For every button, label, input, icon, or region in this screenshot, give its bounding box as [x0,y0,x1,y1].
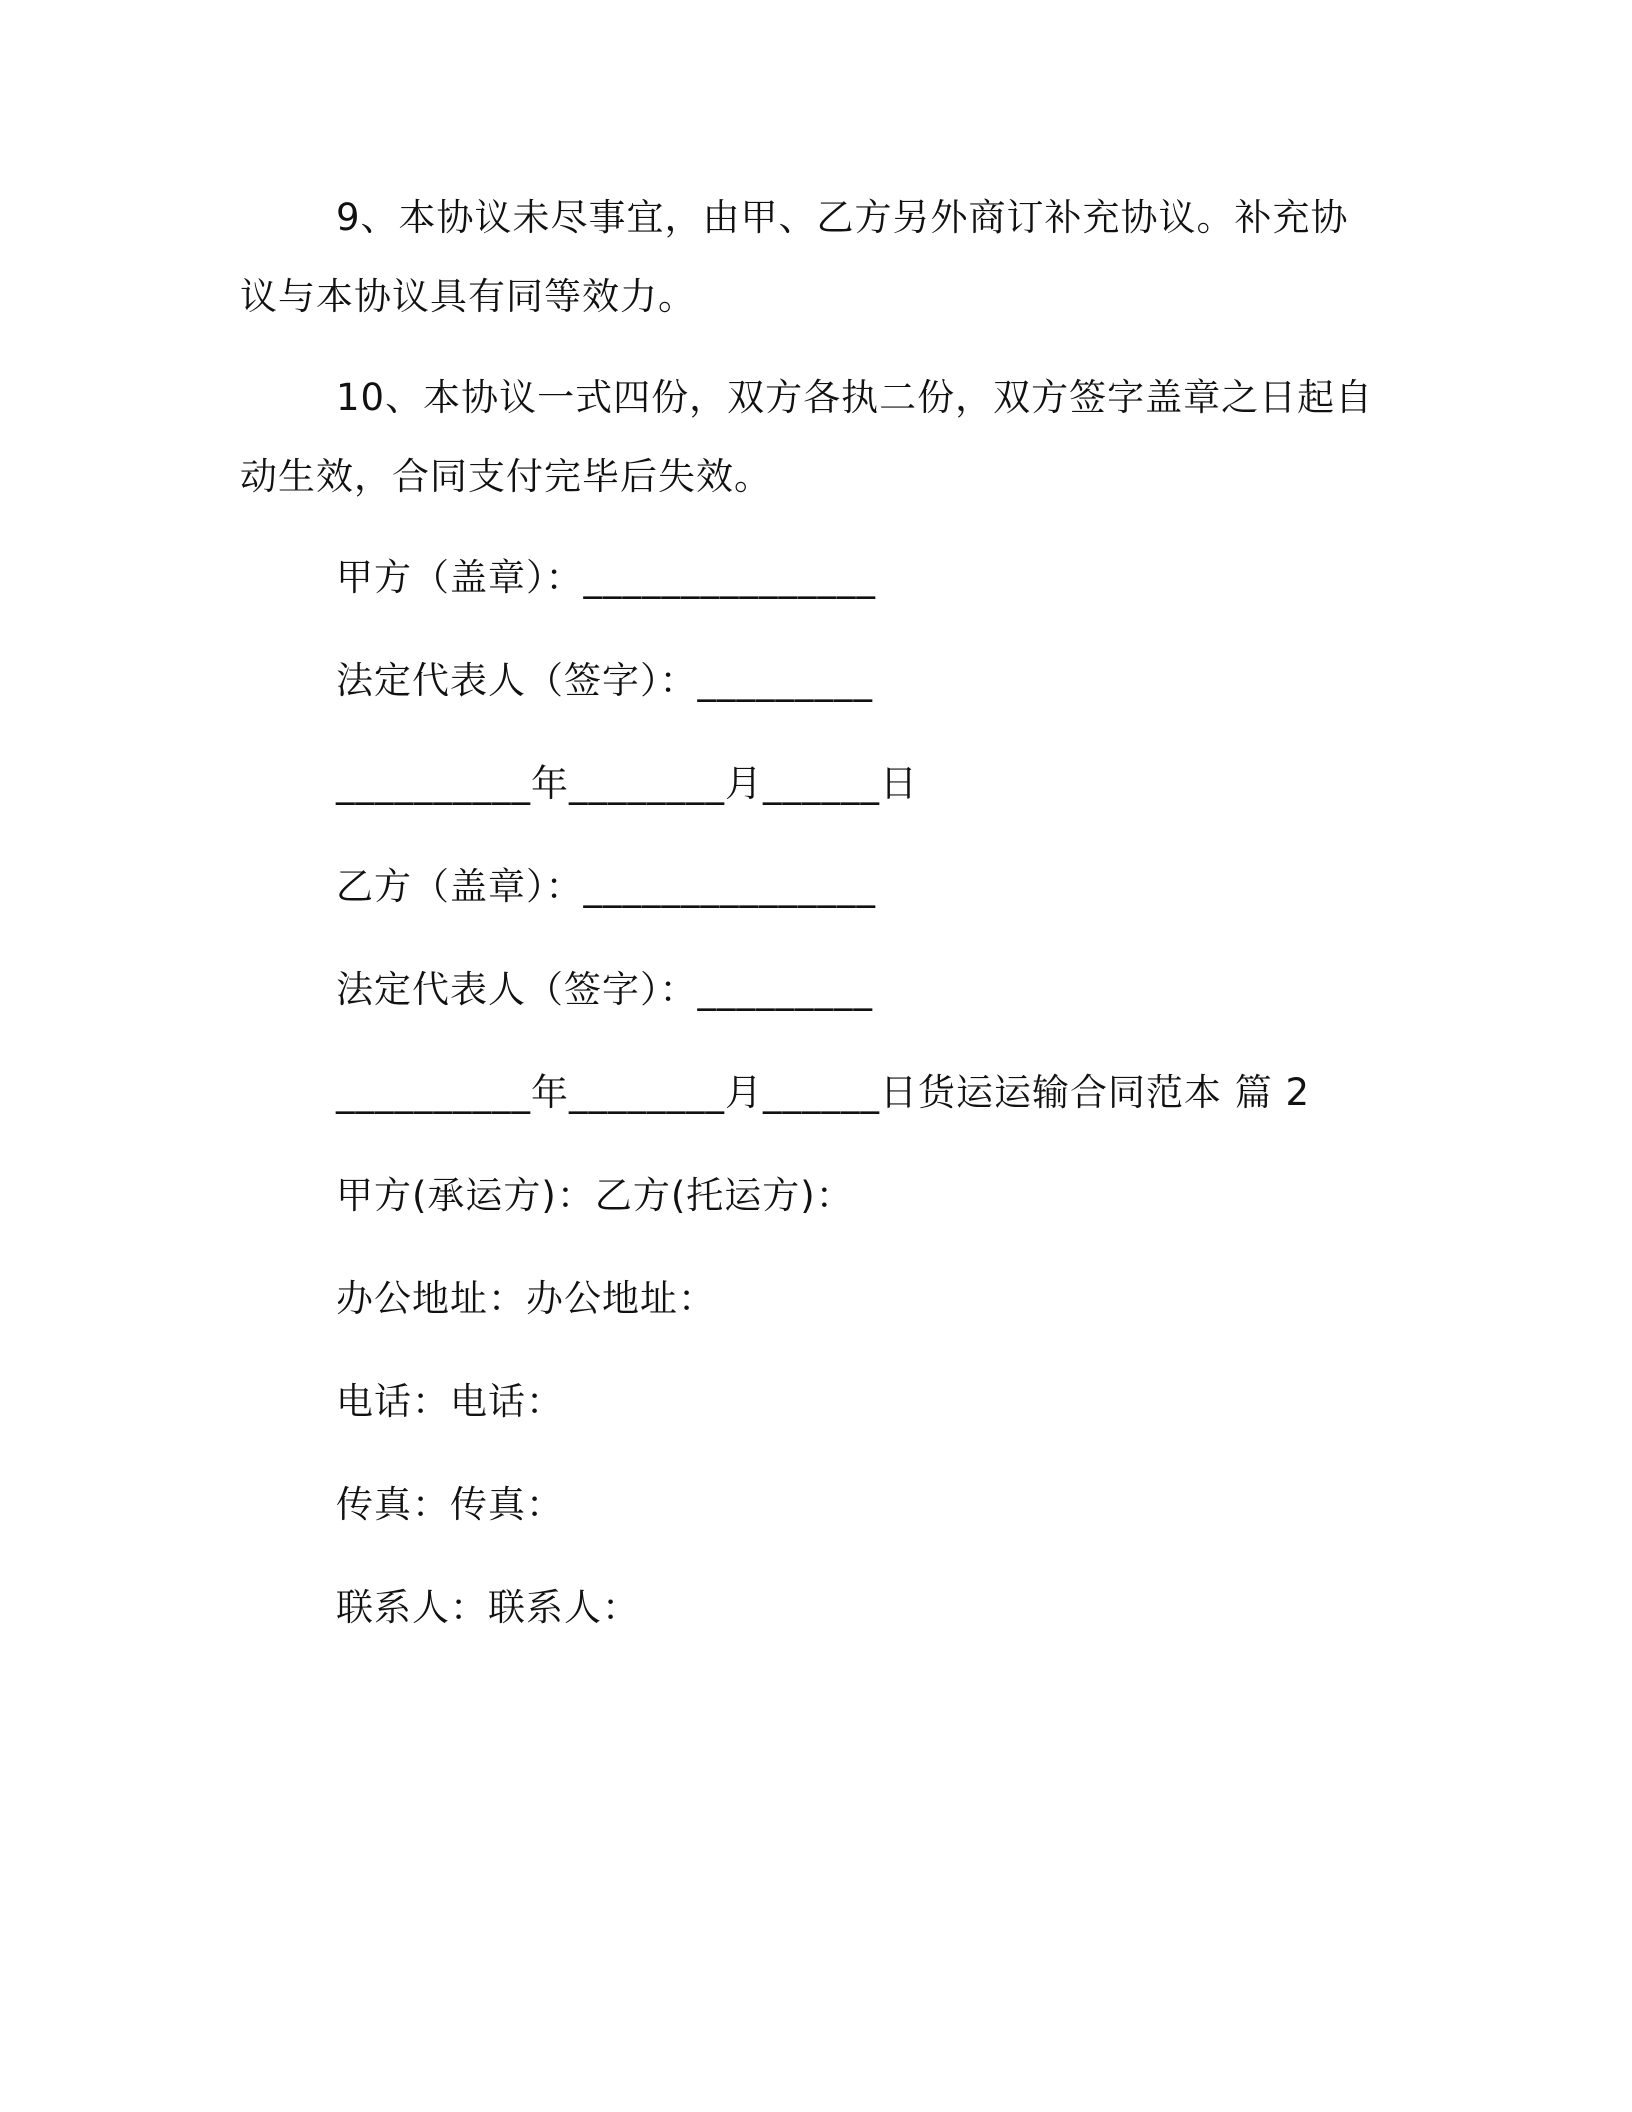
telephone-line: 电话：电话： [336,1380,564,1423]
office-address-line: 办公地址：办公地址： [336,1277,716,1320]
clause-9-paragraph: 9、本协议未尽事宜，由甲、乙方另外商订补充协议。补充协议与本协议具有同等效力。 [240,196,1349,318]
party-b-date-and-section-title-line: __________年________月______日货运运输合同范本 篇 2 [336,1071,1311,1114]
party-a-seal-line: 甲方（盖章）：_______________ [336,556,876,599]
party-a-date-line: __________年________月______日 [336,762,918,805]
clause-10-paragraph: 10、本协议一式四份，双方各执二份，双方签字盖章之日起自动生效，合同支付完毕后失效。 [240,376,1374,498]
party-b-representative-line: 法定代表人（签字）：_________ [336,968,873,1011]
fax-line: 传真：传真： [336,1483,564,1526]
contact-person-line: 联系人：联系人： [336,1586,640,1629]
party-b-seal-line: 乙方（盖章）：_______________ [336,865,876,908]
parties-line: 甲方(承运方)：乙方(托运方)： [336,1174,854,1217]
party-a-representative-line: 法定代表人（签字）：_________ [336,659,873,702]
